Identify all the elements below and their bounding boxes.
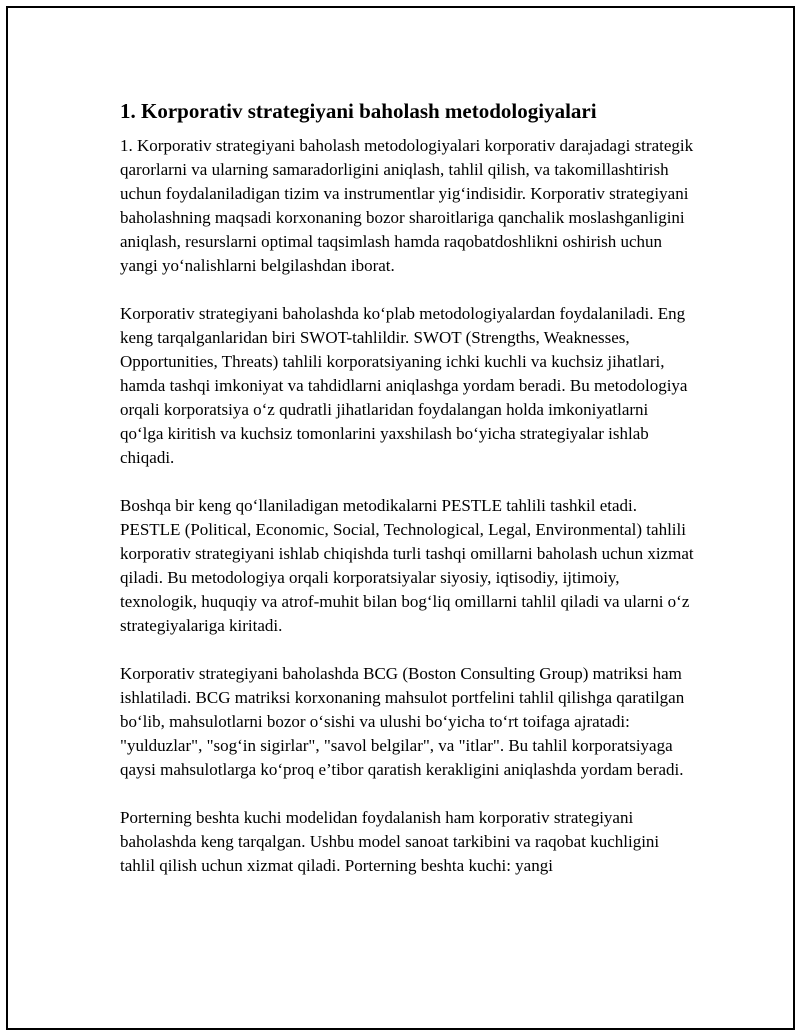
- document-page: [6, 6, 795, 1030]
- document-body: [120, 98, 695, 902]
- paragraph-pestle: Boshqa bir keng qo‘llaniladigan metodikalarni PESTLE tahlili tashkil etadi. PESTLE (Political, Economic, Social, Technological, Legal, Environmental) tahlili korporativ strategiyani ishlab chiqishda turli tashqi omillarni baholash uchun xizmat qiladi. Bu metodologiya orqali korporatsiyalar siyosiy, iqtisodiy, ijtimoiy, texnologik, huquqiy va atrof-muhit bilan bog‘liq omillarni tahlil qiladi va ularni o‘z strategiyalariga kiritadi.: [120, 496, 694, 635]
- paragraph-swot: Korporativ strategiyani baholashda ko‘plab metodologiyalardan foydalaniladi. Eng keng tarqalganlaridan biri SWOT-tahlildir. SWOT (Strengths, Weaknesses, Opportunities, Threats) tahlili korporatsiyaning ichki kuchli va kuchsiz jihatlari, hamda tashqi imkoniyat va tahdidlarni aniqlashga yordam beradi. Bu metodologiya orqali korporatsiya o‘z qudratli jihatlaridan foydalangan holda imkoniyatlarni qo‘lga kiritish va kuchsiz tomonlarini yaxshilash bo‘yicha strategiyalar ishlab chiqadi.: [120, 304, 688, 467]
- paragraph-porter: Porterning beshta kuchi modelidan foydalanish ham korporativ strategiyani baholashda keng tarqalgan. Ushbu model sanoat tarkibini va raqobat kuchligini tahlil qilish uchun xizmat qiladi. Porterning beshta kuchi: yangi: [120, 808, 660, 875]
- section-heading: 1. Korporativ strategiyani baholash metodologiyalari: [120, 99, 597, 123]
- paragraph-bcg: Korporativ strategiyani baholashda BCG (Boston Consulting Group) matriksi ham ishlatiladi. BCG matriksi korxonaning mahsulot portfelini tahlil qilishga qaratilgan bo‘lib, mahsulotlarni bozor o‘sishi va ulushi bo‘yicha to‘rt toifaga ajratadi: "yulduzlar", "sog‘in sigirlar", "savol belgilar", va "itlar". Bu tahlil korporatsiyaga qaysi mahsulotlarga ko‘proq e’tibor qaratish kerakligini aniqlashda yordam beradi.: [120, 664, 685, 779]
- paragraph-intro: 1. Korporativ strategiyani baholash metodologiyalari korporativ darajadagi strategik qarorlarni va ularning samaradorligini aniqlash, tahlil qilish, va takomillashtirish uchun foydalaniladigan tizim va instrumentlar yig‘indisidir. Korporativ strategiyani baholashning maqsadi korxonaning bozor sharoitlariga qanchalik moslashganligini aniqlash, resurslarni optimal taqsimlash hamda raqobatdoshlikni oshirish uchun yangi yo‘nalishlarni belgilashdan iborat.: [120, 136, 694, 275]
